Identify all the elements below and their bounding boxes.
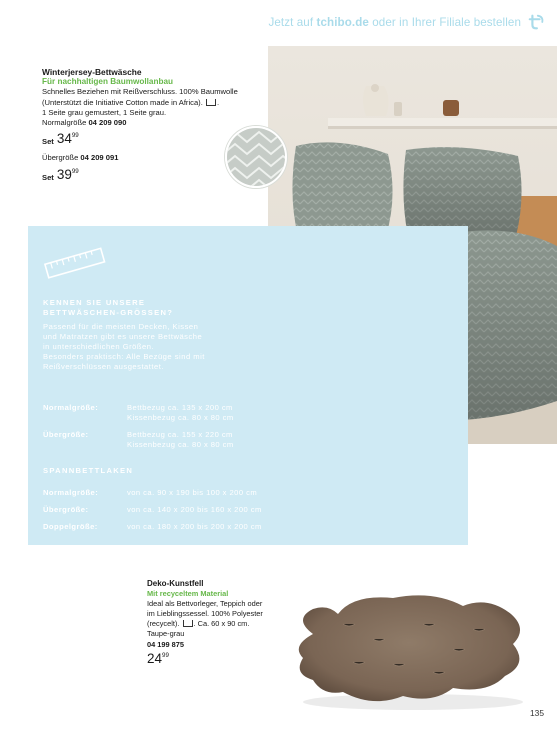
sheet-row-double: Doppelgröße: von ca. 180 x 200 bis 200 x 200 cm (43, 522, 262, 531)
article-number: 04 199 875 (147, 639, 184, 649)
product-desc-line: Taupe-grau (147, 629, 185, 639)
fitted-sheet-heading: SPANNBETTLAKEN (43, 466, 134, 475)
faux-fur-image (283, 584, 533, 714)
brand-link[interactable]: tchibo.de (316, 15, 369, 29)
product-title: Winterjersey-Bettwäsche (42, 67, 142, 77)
product-title: Deko-Kunstfell (147, 579, 204, 588)
wash-icon (183, 620, 193, 627)
product-price: 24 99 (147, 650, 169, 666)
product-desc-line: Schnelles Beziehen mit Reißverschluss. 100% Baumwolle (42, 87, 238, 97)
size-row-oversize: Übergröße: Bettbezug ca. 155 x 220 cm Kissenbezug ca. 80 x 80 cm (43, 430, 234, 450)
price-normal: Set 34 99 (42, 131, 79, 147)
product-desc-line: Ideal als Bettvorleger, Teppich oder (147, 599, 263, 609)
sheet-row-oversize: Übergröße: von ca. 140 x 200 bis 160 x 200 cm (43, 505, 262, 514)
size-row-normal: Normalgröße: Bettbezug ca. 135 x 200 cm Kissenbezug ca. 80 x 80 cm (43, 403, 234, 423)
sheet-row-normal: Normalgröße: von ca. 90 x 190 bis 100 x 200 cm (43, 488, 258, 497)
product-desc-line: 1 Seite grau gemustert, 1 Seite grau. (42, 107, 167, 117)
product-desc-line: im Lieblingssessel. 100% Polyester (147, 609, 263, 619)
info-heading: KENNEN SIE UNSERE BETTWÄSCHEN-GRÖSSEN? (43, 298, 174, 317)
size-normal: Normalgröße 04 209 090 (42, 118, 127, 128)
product-bedding (42, 67, 267, 183)
info-paragraph: Passend für die meisten Decken, Kissen und Matratzen gibt es unsere Bettwäsche in unterschiedlichen Größen. Besonders praktisch: Alle Bezüge sind mit Reißverschlüssen ausgestattet. (43, 322, 205, 372)
product-subtitle: Für nachhaltigen Baumwollanbau (42, 77, 174, 87)
price-oversize: Set 39 99 (42, 166, 79, 182)
product-desc-line: (Unterstützt die Initiative Cotton made in Africa). . (42, 97, 220, 107)
ruler-icon (42, 244, 108, 284)
product-subtitle: Mit recyceltem Material (147, 589, 229, 599)
order-header-text: Jetzt auf tchibo.de oder in Ihrer Filiale bestellen (268, 15, 521, 29)
article-number: 04 209 091 (80, 153, 119, 163)
article-number: 04 209 090 (88, 118, 127, 128)
order-header (268, 13, 545, 31)
tchibo-logo-icon (527, 13, 545, 31)
wash-icon (206, 99, 216, 106)
product-faux-fur (147, 579, 287, 666)
page-number: 135 (530, 708, 544, 718)
size-info-box (28, 226, 468, 545)
product-desc-line: (recycelt). . Ca. 60 x 90 cm. (147, 619, 250, 629)
size-oversize: Übergröße 04 209 091 (42, 153, 119, 163)
